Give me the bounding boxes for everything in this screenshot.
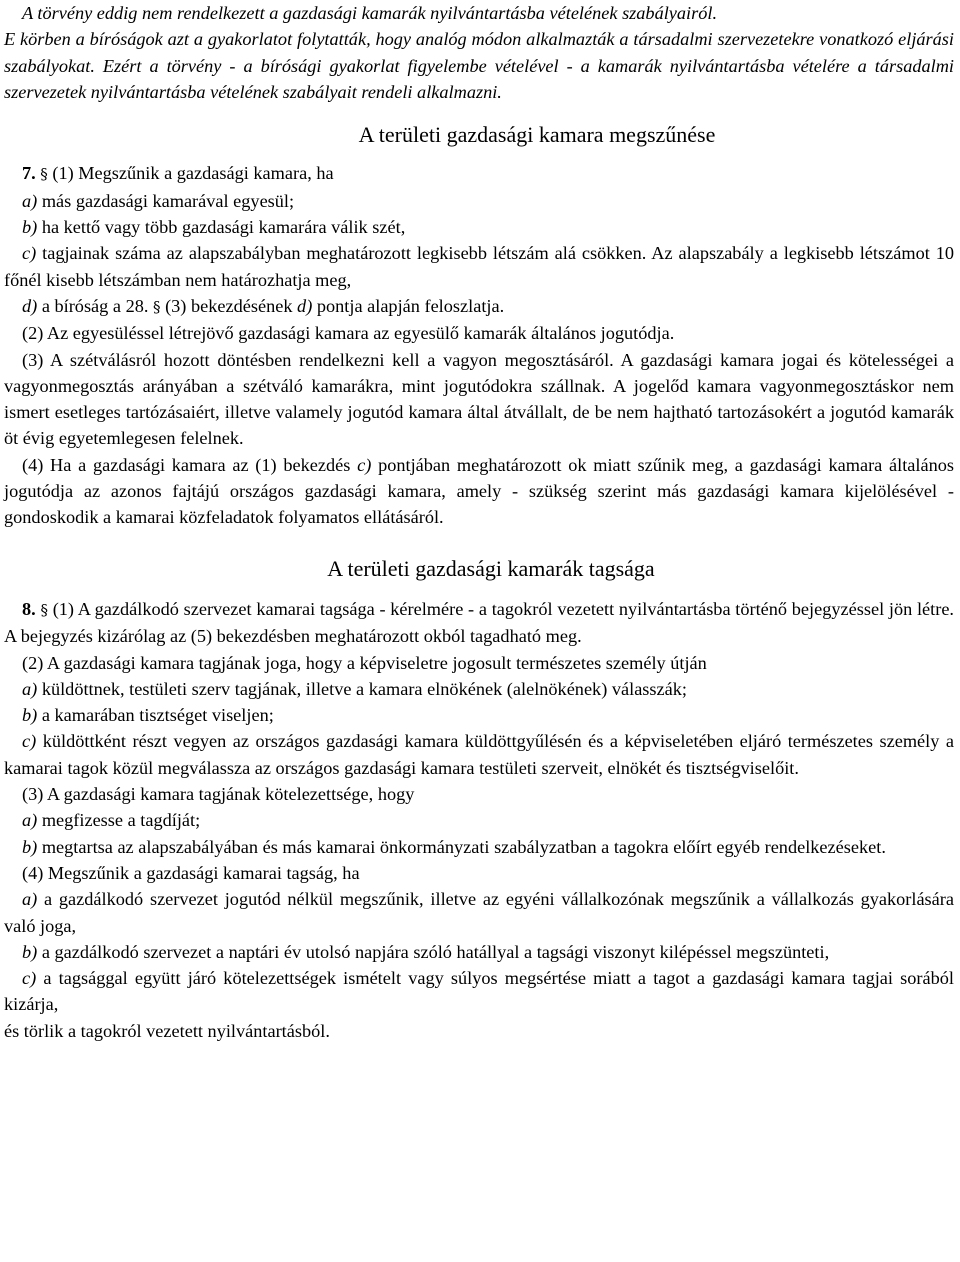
- point-text: pontja alapján feloszlatja.: [316, 295, 505, 316]
- point-label: a): [22, 190, 38, 211]
- section-8-para-4-point-c: [4, 965, 954, 1018]
- point-label: d): [297, 295, 313, 316]
- point-label: c): [22, 243, 37, 264]
- section-8-para-2-point-b: [4, 702, 954, 728]
- section-7-para-4: [4, 452, 954, 531]
- intro-line-1: A törvény eddig nem rendelkezett a gazdasági kamarák nyilvántartásba vételének szabályairól.: [22, 3, 718, 23]
- point-text: tagjainak száma az alapszabályban meghatározott legkisebb létszám alá csökken. Az alapszabály a legkisebb létszámot 10 főnél kisebb létszámban nem határozhatja meg,: [4, 243, 954, 290]
- section-8-para-3-point-b: [4, 834, 954, 860]
- section-7-point-d: [4, 293, 954, 320]
- section-8-para-4-end: és törlik a tagokról vezetett nyilvántartásból.: [4, 1020, 330, 1041]
- point-label: c): [357, 454, 372, 475]
- section-7-para-2: (2) Az egyesüléssel létrejövő gazdasági kamara az egyesülő kamarák általános jogutódja.: [22, 323, 675, 344]
- point-text: ha kettő vagy több gazdasági kamarára válik szét,: [41, 217, 406, 238]
- section-sign: §: [40, 600, 48, 619]
- section-7-heading: A területi gazdasági kamara megszűnése: [358, 122, 716, 148]
- intro-paragraph: E körben a bíróságok azt a gyakorlatot folytatták, hogy analóg módon alkalmazták a társadalmi szervezetekre vonatkozó eljárási szabályokat. Ezért a törvény - a bírósági gyakorlat figyelembe vételével - a kamarák nyilvántartásba vételére a társadalmi szervezetek nyilvántartásba vételének szabályait rendeli alkalmazni.: [4, 29, 954, 102]
- para-text: pontjában meghatározott ok miatt szűnik meg, a gazdasági kamara általános jogutódja az azonos fajtájú országos gazdasági kamara, amely - szükség szerint más gazdasági kamara kijelölésével - gondoskodik a kamarai közfeladatok folyamatos ellátásáról.: [4, 454, 954, 528]
- point-label: b): [22, 217, 38, 238]
- section-7-para-1-intro: [4, 160, 954, 187]
- point-text: a kamarában tisztséget viseljen;: [41, 705, 274, 726]
- section-sign: §: [153, 297, 161, 316]
- point-label: a): [22, 678, 38, 699]
- para-text: (1) A gazdálkodó szervezet kamarai tagsága - kérelmére - a tagokról vezetett nyilvántartásba történő bejegyzéssel jön létre. A bejegyzés kizárólag az (5) bekezdésben meghatározott okból tagadható meg.: [4, 598, 955, 647]
- section-8-para-3-intro: (3) A gazdasági kamara tagjának kötelezettsége, hogy: [22, 784, 415, 805]
- para-text: (4) Ha a gazdasági kamara az (1) bekezdés: [22, 454, 351, 475]
- point-text: megfizesse a tagdíját;: [41, 810, 201, 831]
- section-8-para-4-point-b: [4, 939, 954, 965]
- section-8-number: 8.: [22, 598, 36, 619]
- section-8-para-1: [4, 596, 954, 650]
- point-text: megtartsa az alapszabályában és más kamarai önkormányzati szabályzatban a tagokra előírt egyéb rendelkezéseket.: [41, 836, 886, 857]
- point-text: a gazdálkodó szervezet a naptári év utolsó napjára szóló hatállyal a tagsági viszonyt kilépéssel megszünteti,: [41, 941, 830, 962]
- section-8-para-2-point-c: [4, 728, 954, 781]
- point-text: más gazdasági kamarával egyesül;: [41, 190, 295, 211]
- section-7-point-b: [4, 214, 954, 240]
- point-text: a tagsággal együtt járó kötelezettségek ismételt vagy súlyos megsértése miatt a tagot a gazdasági kamara tagjai sorából kizárja,: [4, 968, 954, 1015]
- point-label: a): [22, 810, 38, 831]
- point-text: a bíróság a 28.: [41, 295, 149, 316]
- section-7-point-c: [4, 240, 954, 293]
- section-8-para-2-intro: (2) A gazdasági kamara tagjának joga, hogy a képviseletre jogosult természetes személy útján: [22, 652, 707, 673]
- point-text: a gazdálkodó szervezet jogutód nélkül megszűnik, illetve az egyéni vállalkozónak megszűnik a vállalkozás gyakorlására való joga,: [4, 889, 954, 936]
- section-8-para-3-point-a: [4, 807, 954, 833]
- point-text: küldöttnek, testületi szerv tagjának, illetve a kamara elnökének (alelnökének) válasszák;: [41, 678, 687, 699]
- section-7-number: 7.: [22, 163, 36, 184]
- section-7-point-a: [4, 188, 954, 214]
- section-sign: §: [40, 165, 48, 184]
- section-7-para-3: (3) A szétválásról hozott döntésben rendelkezni kell a vagyon megosztásáról. A gazdasági kamara jogai és kötelességei a vagyonmegosztás arányában a szétváló kamarákra, mint jogutódokra szállnak. A jogelőd kamara vagyonmegosztáskor nem ismert esetleges tartózásaiért, illetve valamely jogutód kamara által átvállalt, de be nem hajtható tartozásokért a jogutód kamarák öt évig egyetemlegesen felelnek.: [4, 349, 954, 449]
- point-label: a): [22, 889, 38, 910]
- section-8-para-2-point-a: [4, 676, 954, 702]
- point-label: c): [22, 731, 37, 752]
- point-label: d): [22, 295, 38, 316]
- point-text: (3) bekezdésének: [165, 295, 293, 316]
- point-label: b): [22, 705, 38, 726]
- point-label: b): [22, 941, 38, 962]
- point-text: küldöttként részt vegyen az országos gazdasági kamara küldöttgyűlésén és a képviseletében eljáró természetes személy a kamarai tagok közül megválassza az országos gazdasági kamara testületi szerveit, elnökét és tisztségviselőit.: [4, 731, 954, 778]
- section-7-para-1-text: (1) Megszűnik a gazdasági kamara, ha: [52, 163, 334, 184]
- section-8-para-4-point-a: [4, 886, 954, 939]
- point-label: c): [22, 968, 37, 989]
- section-8-heading: A területi gazdasági kamarák tagsága: [327, 555, 655, 581]
- section-8-para-4-intro: (4) Megszűnik a gazdasági kamarai tagság, ha: [22, 862, 360, 883]
- point-label: b): [22, 836, 38, 857]
